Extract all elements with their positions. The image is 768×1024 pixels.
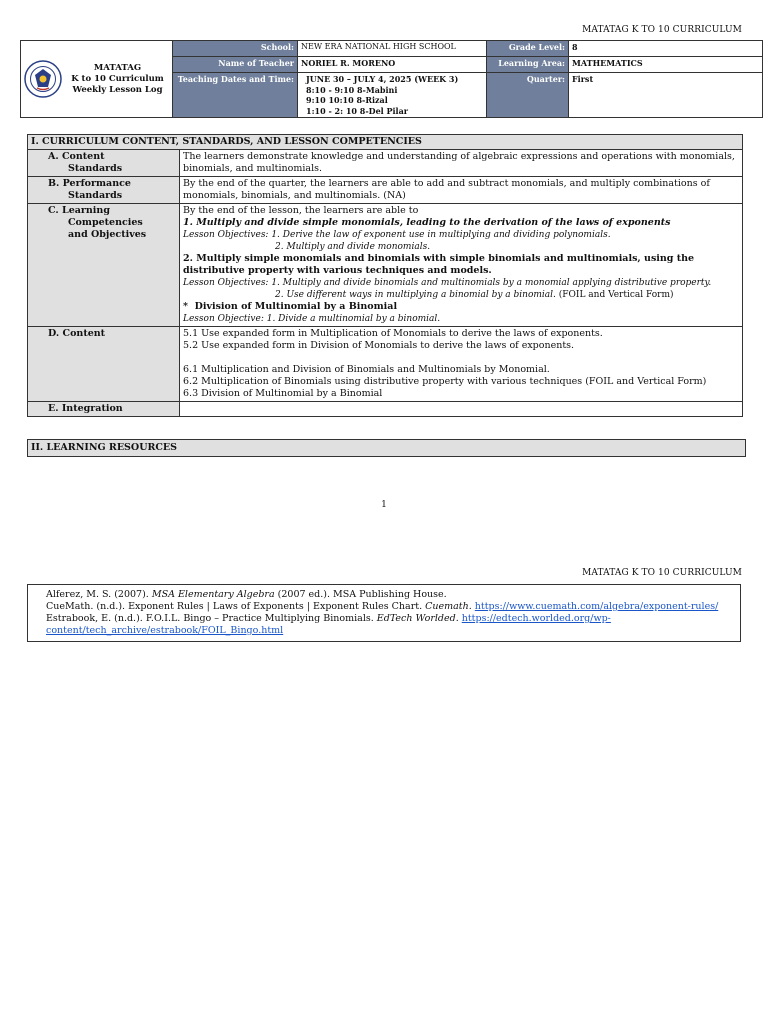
- curriculum-label-page2: MATATAG K TO 10 CURRICULUM: [582, 568, 742, 578]
- objective-2b: 2. Use different ways in multiplying a binomial by a binomial. (FOIL and Vertical Form): [275, 290, 674, 300]
- content-standards-label: A. Content Standards: [28, 150, 180, 177]
- section2-title: II. LEARNING RESOURCES: [27, 439, 746, 457]
- reference-estrabook: Estrabook, E. (n.d.). F.O.I.L. Bingo – Practice Multiplying Binomials. EdTech Worlded. https://edtech.worlded.org/wp-content/tech_archive/estrabook/FOIL_Bingo.html: [46, 613, 611, 636]
- references-box: [27, 584, 741, 642]
- logo-cell: [21, 41, 173, 118]
- objective-1b: 2. Multiply and divide monomials.: [275, 242, 431, 252]
- content-standards-text: The learners demonstrate knowledge and understanding of algebraic expressions and operations with monomials, binomials, and multinomials.: [180, 150, 743, 177]
- header-table: [20, 40, 763, 118]
- reference-alferez: Alferez, M. S. (2007). MSA Elementary Algebra (2007 ed.). MSA Publishing House.: [46, 589, 447, 600]
- competencies-text: [180, 204, 743, 327]
- dates-value: JUNE 30 – JULY 4, 2025 (WEEK 3) 8:10 - 9:10 8-Mabini 9:10 10:10 8-Rizal 1:10 - 2: 10 8-Del Pilar: [298, 73, 487, 118]
- content-item: 5.1 Use expanded form in Multiplication of Monomials to derive the laws of exponents.: [183, 328, 603, 339]
- objective-3: Lesson Objective: 1. Divide a multinomial by a binomial.: [183, 314, 441, 324]
- grade-value: 8: [569, 41, 763, 57]
- integration-label: E. Integration: [28, 402, 180, 417]
- grade-label: Grade Level:: [487, 41, 569, 57]
- logo-doctype: Weekly Lesson Log: [72, 84, 163, 95]
- content-list: [180, 327, 743, 402]
- content-spacer: [183, 352, 739, 364]
- integration-text: [180, 402, 743, 417]
- competency-3: * Division of Multinomial by a Binomial: [183, 301, 398, 312]
- content-item: 6.2 Multiplication of Binomials using distributive property with various techniques (FOIL and Vertical Form): [183, 376, 707, 387]
- dates-label: Teaching Dates and Time:: [173, 73, 298, 118]
- content-label: D. Content: [28, 327, 180, 402]
- section1-title: I. CURRICULUM CONTENT, STANDARDS, AND LESSON COMPETENCIES: [28, 135, 743, 150]
- quarter-label: Quarter:: [487, 73, 569, 118]
- quarter-value: First: [569, 73, 763, 118]
- competency-1: 1. Multiply and divide simple monomials, leading to the derivation of the laws of exponents: [183, 217, 671, 228]
- objective-1a: Lesson Objectives: 1. Derive the law of exponent use in multiplying and dividing polynomials.: [183, 230, 611, 240]
- area-label: Learning Area:: [487, 57, 569, 73]
- performance-standards-text: By the end of the quarter, the learners are able to add and subtract monomials, and multiply combinations of monomials, binomials, and multinomials. (NA): [180, 177, 743, 204]
- area-value: MATHEMATICS: [569, 57, 763, 73]
- competency-2: 2. Multiply simple monomials and binomials with simple binomials and multinomials, using the distributive property with various techniques and models.: [183, 253, 695, 276]
- reference-cuemath: CueMath. (n.d.). Exponent Rules | Laws of Exponents | Exponent Rules Chart. Cuemath. https://www.cuemath.com/algebra/exponent-rules/: [46, 601, 719, 612]
- deped-seal-icon: [24, 60, 62, 98]
- content-item: 6.1 Multiplication and Division of Binomials and Multinomials by Monomial.: [183, 364, 550, 375]
- content-item: 6.3 Division of Multinomial by a Binomial: [183, 388, 383, 399]
- teacher-value: NORIEL R. MORENO: [298, 57, 487, 73]
- curriculum-label-top: MATATAG K TO 10 CURRICULUM: [582, 25, 742, 35]
- page-number: 1: [381, 500, 387, 510]
- logo-title: MATATAG: [93, 62, 142, 73]
- foil-bingo-link[interactable]: https://edtech.worlded.org/wp-content/tech_archive/estrabook/FOIL_Bingo.html: [46, 613, 611, 636]
- competencies-intro: By the end of the lesson, the learners are able to: [183, 205, 419, 216]
- school-label: School:: [173, 41, 298, 57]
- objective-2a: Lesson Objectives: 1. Multiply and divide binomials and multinomials by a monomial applying distributive property.: [183, 278, 712, 288]
- school-value: NEW ERA NATIONAL HIGH SCHOOL: [298, 41, 487, 57]
- logo-subtitle: K to 10 Curriculum: [71, 73, 164, 84]
- teacher-label: Name of Teacher: [173, 57, 298, 73]
- competencies-label: C. Learning Competencies and Objectives: [28, 204, 180, 327]
- curriculum-table: [27, 134, 743, 417]
- content-item: 5.2 Use expanded form in Division of Monomials to derive the laws of exponents.: [183, 340, 575, 351]
- performance-standards-label: B. Performance Standards: [28, 177, 180, 204]
- cuemath-link[interactable]: https://www.cuemath.com/algebra/exponent-rules/: [474, 601, 719, 612]
